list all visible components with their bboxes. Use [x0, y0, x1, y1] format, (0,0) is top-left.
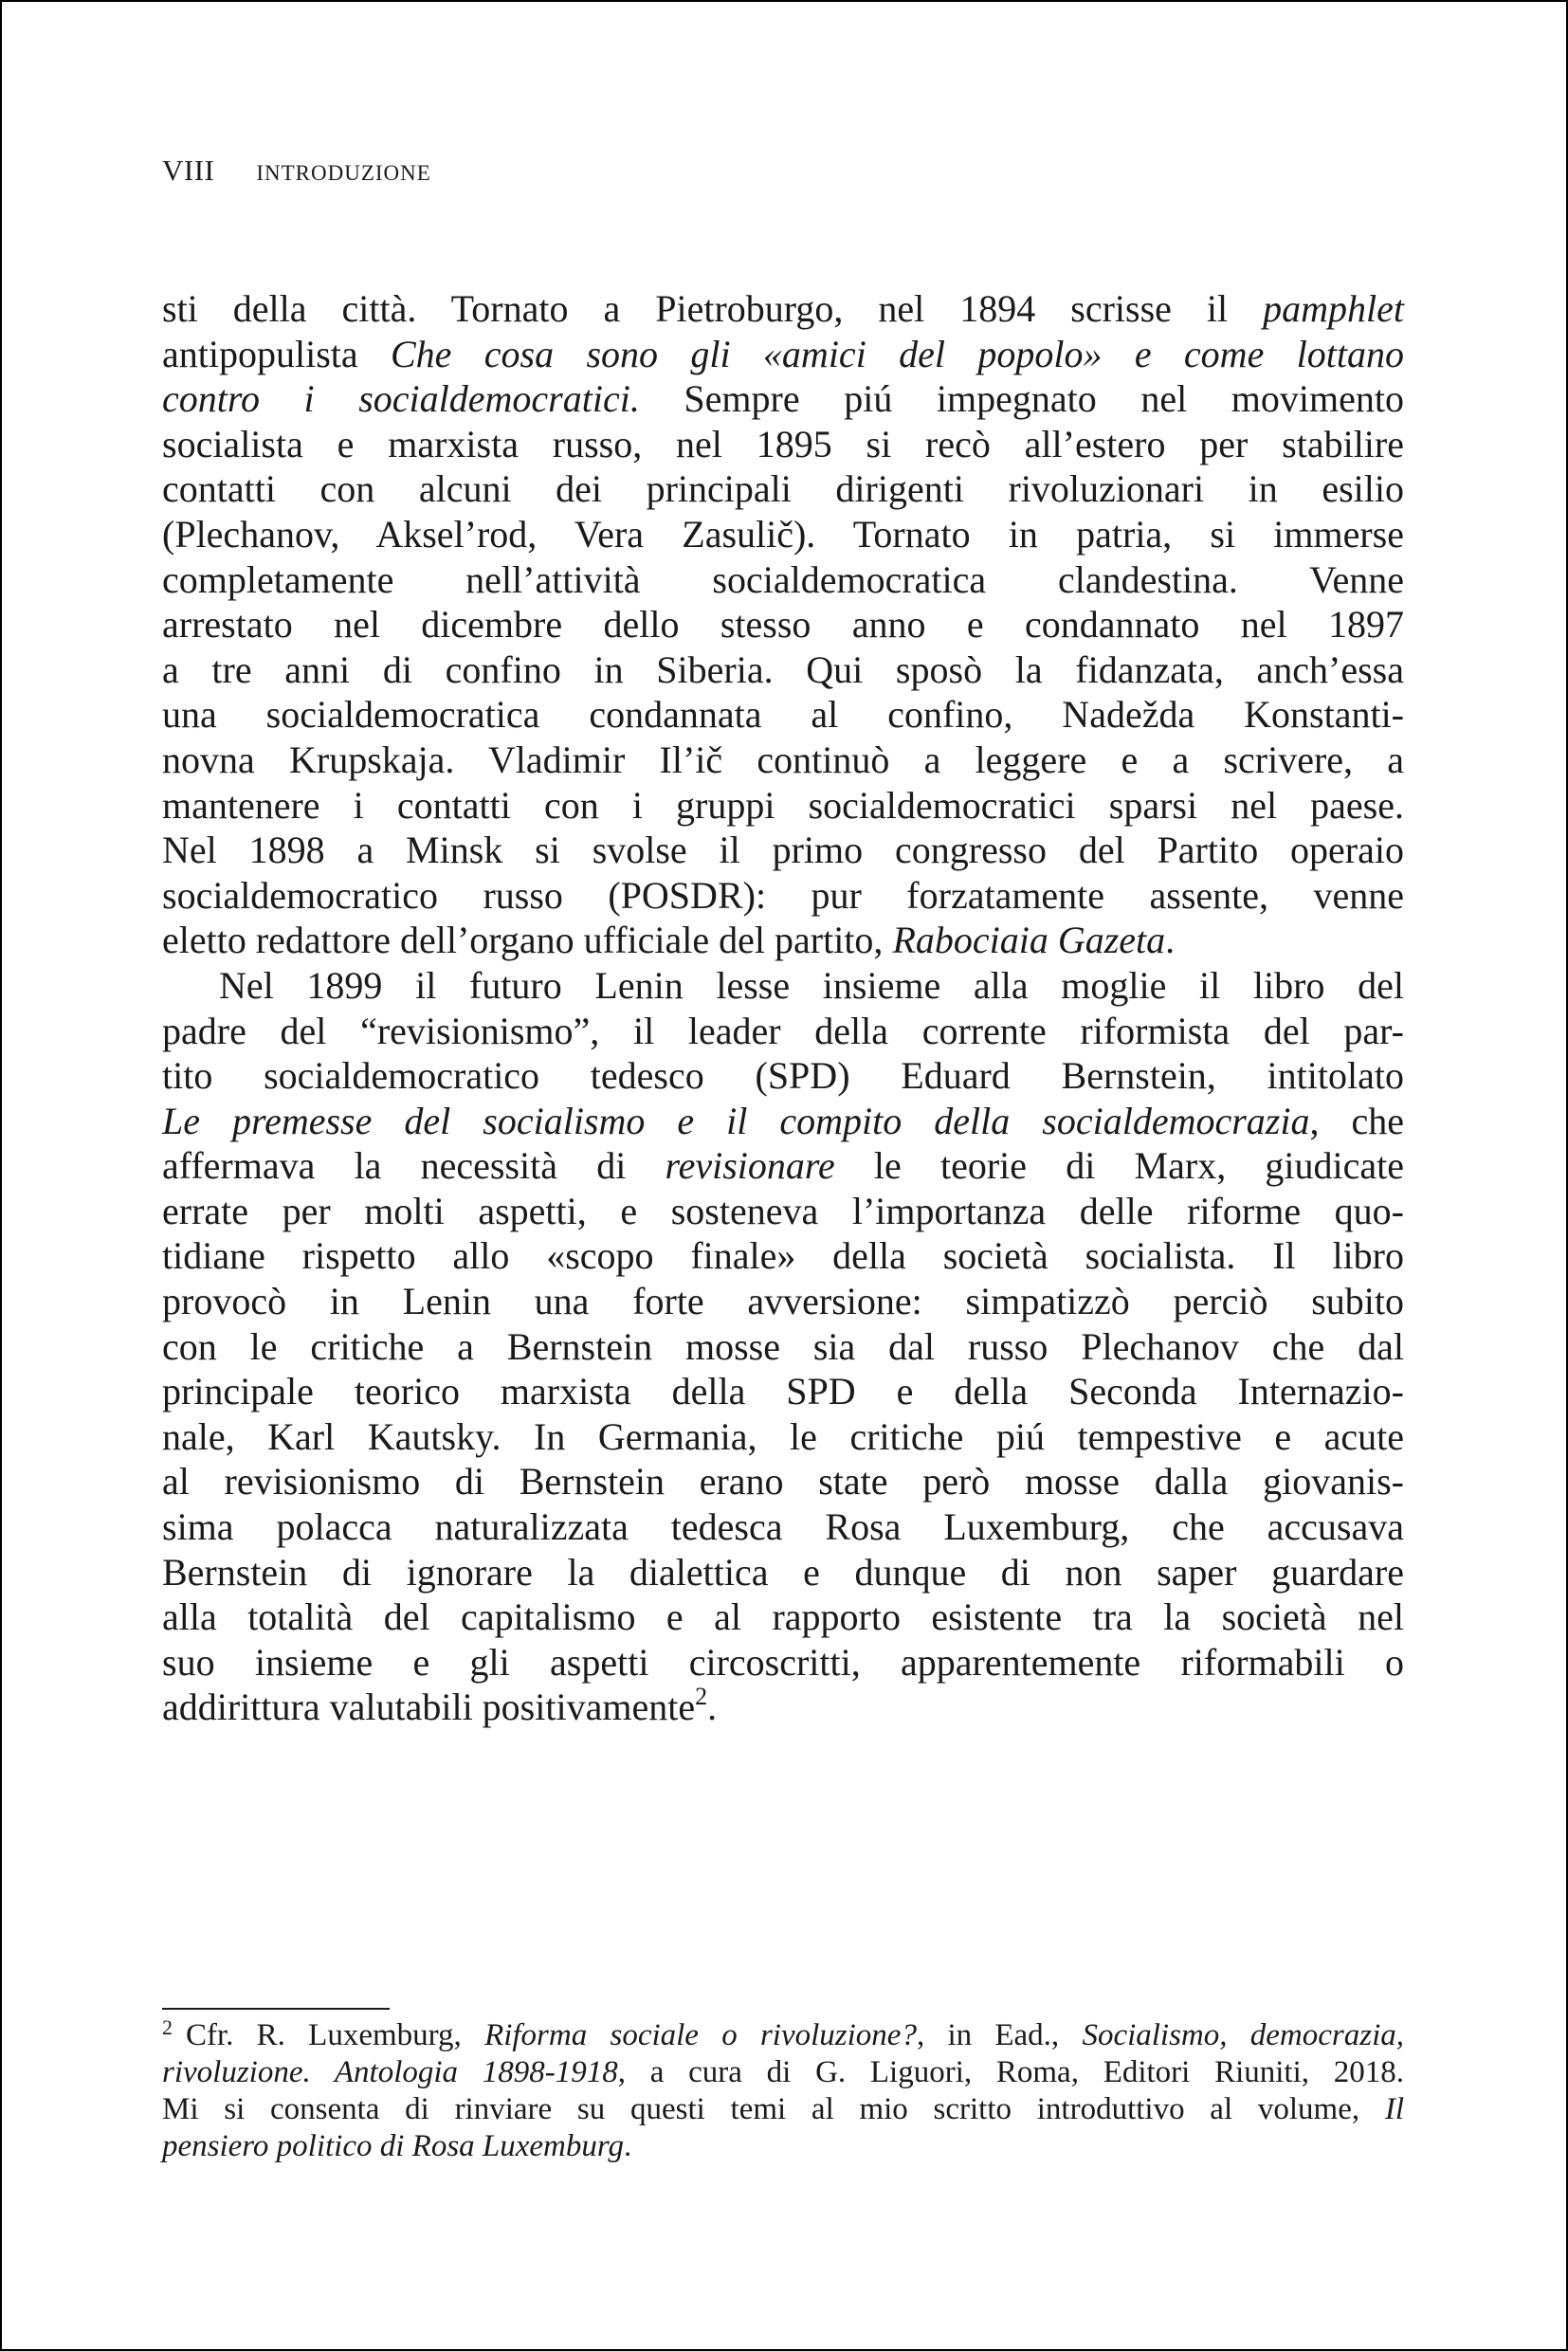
text-line: suo insieme e gli aspetti circoscritti, apparentemente riformabili o: [162, 1640, 1404, 1684]
footnote-number: 2: [162, 2015, 173, 2039]
text-line: al revisionismo di Bernstein erano state però mosse dalla giovanis-: [162, 1460, 1404, 1504]
text-line: a tre anni di confino in Siberia. Qui sposò la fidanzata, anch’essa: [162, 647, 1404, 691]
text-line: Le premesse del socialismo e il compito della socialdemocrazia, che: [162, 1099, 1405, 1142]
footnote-line: rivoluzione. Antologia 1898-1918, a cura di G. Liguori, Roma, Editori Riuniti, 2018.: [162, 2055, 1405, 2089]
text-line: socialista e marxista russo, nel 1895 si recò all’estero per stabilire: [162, 422, 1404, 465]
text-line: antipopulista Che cosa sono gli «amici del popolo» e come lottano: [162, 332, 1405, 375]
text-line: Nel 1899 il futuro Lenin lesse insieme alla moglie il libro del: [219, 963, 1404, 1007]
text-line: contatti con alcuni dei principali dirigenti rivoluzionari in esilio: [162, 467, 1404, 511]
text-line: Bernstein di ignorare la dialettica e dunque di non saper guardare: [162, 1550, 1404, 1594]
text-line: padre del “revisionismo”, il leader della corrente riformista del par-: [162, 1009, 1404, 1052]
page-number: VIII: [162, 154, 215, 187]
text-line: arrestato nel dicembre dello stesso anno e condannato nel 1897: [162, 603, 1404, 647]
text-line: tito socialdemocratico tedesco (SPD) Eduard Bernstein, intitolato: [162, 1054, 1404, 1098]
text-line: nale, Karl Kautsky. In Germania, le critiche piú tempestive e acute: [162, 1414, 1404, 1458]
text-line: addirittura valutabili positivamente$^2$.: [162, 1683, 718, 1729]
footnote: [162, 2017, 1404, 2165]
text-line: tidiane rispetto allo «scopo finale» della società socialista. Il libro: [162, 1234, 1404, 1278]
text-line: mantenere i contatti con i gruppi socialdemocratici sparsi nel paese.: [162, 783, 1404, 827]
text-line: alla totalità del capitalismo e al rapporto esistente tra la società nel: [162, 1595, 1404, 1639]
text-line: socialdemocratico russo (POSDR): pur forzatamente assente, venne: [162, 873, 1404, 917]
footnote-line: pensiero politico di Rosa Luxemburg.: [162, 2129, 632, 2163]
text-line: eletto redattore dell’organo ufficiale del partito, Rabociaia Gazeta.: [162, 919, 1176, 962]
text-line: errate per molti aspetti, e sosteneva l’importanza delle riforme quo-: [162, 1189, 1404, 1232]
footnote-separator: [162, 2008, 390, 2010]
text-line: provocò in Lenin una forte avversione: simpatizzò perciò subito: [162, 1280, 1404, 1323]
footnote-line: $^2$ Cfr. R. Luxemburg, Riforma sociale o rivoluzione?, in Ead., Socialismo, democrazia,: [162, 2015, 1404, 2052]
text-line: completamente nell’attività socialdemocratica clandestina. Venne: [162, 557, 1404, 601]
text-line: novna Krupskaja. Vladimir Il’ič continuò a leggere e a scrivere, a: [162, 738, 1404, 781]
footnote-reference: 2: [695, 1683, 708, 1711]
running-head: [162, 152, 431, 192]
text-line: Nel 1898 a Minsk si svolse il primo congresso del Partito operaio: [162, 829, 1404, 872]
text-line: sti della città. Tornato a Pietroburgo, nel 1894 scrisse il pamphlet: [162, 287, 1404, 330]
text-line: (Plechanov, Aksel’rod, Vera Zasulič). Tornato in patria, si immerse: [162, 512, 1404, 556]
text-line: una socialdemocratica condannata al confino, Nadežda Konstanti-: [162, 693, 1404, 737]
text-line: contro i socialdemocratici. Sempre piú impegnato nel movimento: [162, 377, 1404, 421]
body-text: [162, 286, 1404, 1730]
footnote-line: Mi si consenta di rinviare su questi temi al mio scritto introduttivo al volume, Il: [162, 2092, 1404, 2126]
text-line: sima polacca naturalizzata tedesca Rosa Luxemburg, che accusava: [162, 1505, 1404, 1549]
text-line: affermava la necessità di revisionare le teorie di Marx, giudicate: [162, 1144, 1404, 1188]
running-title: INTRODUZIONE: [256, 161, 431, 185]
text-line: principale teorico marxista della SPD e della Seconda Internazio-: [162, 1370, 1404, 1413]
text-line: con le critiche a Bernstein mosse sia dal russo Plechanov che dal: [162, 1324, 1404, 1368]
